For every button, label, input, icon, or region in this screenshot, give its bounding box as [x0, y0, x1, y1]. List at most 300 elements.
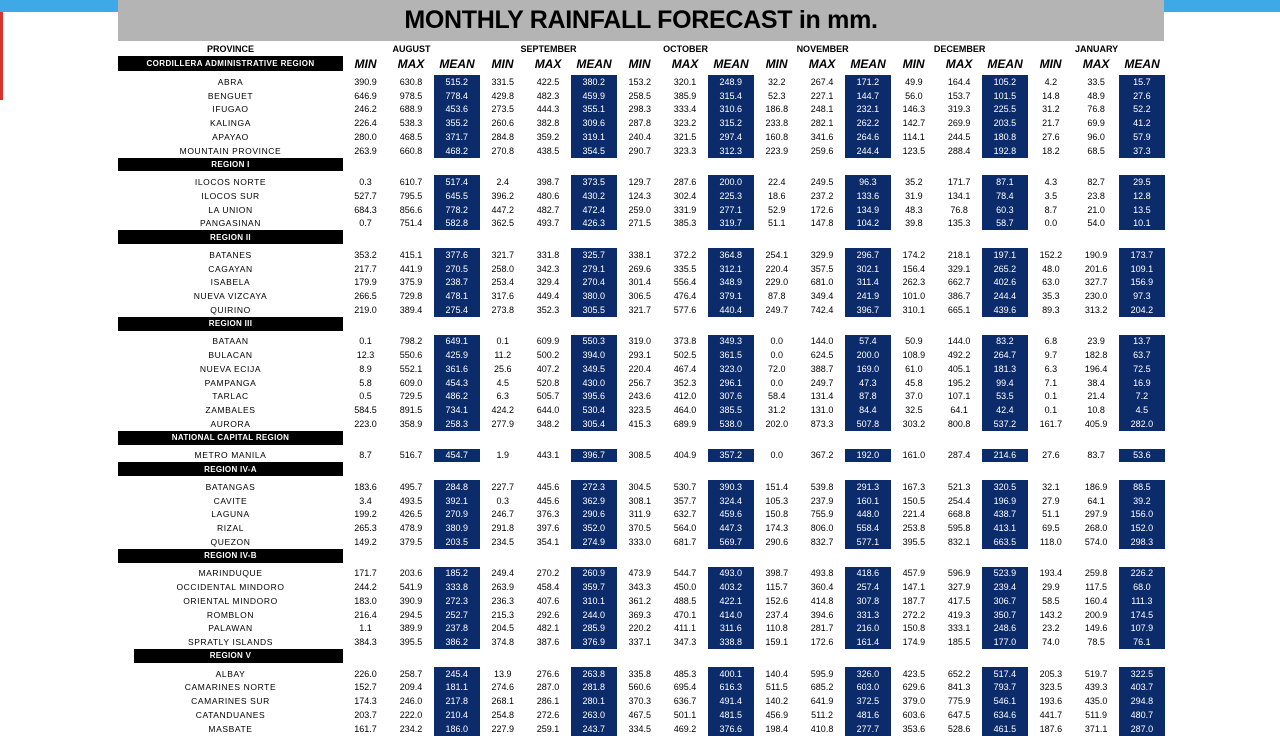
max-cell: 190.9	[1084, 249, 1108, 260]
mean-cell: 96.3	[845, 175, 891, 189]
mean-cell: 371.7	[434, 130, 480, 144]
mean-cell: 60.3	[982, 203, 1028, 217]
min-cell: 337.1	[628, 637, 652, 648]
mean-cell: 307.6	[708, 390, 754, 404]
max-cell: 610.7	[399, 177, 423, 188]
province-name: ILOCOS NORTE	[194, 177, 267, 188]
mean-cell: 355.1	[571, 103, 617, 117]
mean-cell: 200.0	[708, 175, 754, 189]
min-cell: 49.9	[905, 76, 923, 87]
table-row	[118, 494, 1165, 508]
min-cell: 150.8	[765, 509, 789, 520]
min-cell: 220.4	[765, 263, 789, 274]
min-cell: 12.3	[356, 350, 375, 361]
min-cell: 233.8	[765, 118, 789, 129]
mean-cell: 245.4	[434, 667, 480, 681]
min-cell: 457.9	[902, 568, 926, 579]
max-cell: 641.9	[810, 696, 834, 707]
max-cell: 348.2	[536, 418, 560, 429]
min-cell: 262.3	[902, 277, 926, 288]
mean-cell: 394.0	[571, 348, 617, 362]
min-cell: 39.8	[905, 218, 923, 229]
max-cell: 222.0	[399, 709, 423, 720]
min-cell: 8.7	[1044, 204, 1058, 215]
min-cell: 227.7	[491, 481, 515, 492]
province-name: CATANDUANES	[195, 709, 266, 720]
max-cell: 259.1	[536, 723, 560, 734]
mean-cell: 42.4	[982, 403, 1028, 417]
min-cell: 343.3	[628, 582, 652, 593]
max-cell: 288.4	[947, 145, 971, 156]
max-cell: 389.4	[399, 304, 423, 315]
region-row-blank	[343, 158, 1165, 172]
min-cell: 115.7	[765, 582, 788, 593]
table-row	[118, 303, 1165, 317]
max-cell: 131.0	[810, 405, 834, 416]
mean-cell: 109.1	[1119, 262, 1165, 276]
min-cell: 361.2	[628, 595, 652, 606]
min-cell: 74.0	[1042, 637, 1060, 648]
max-cell: 660.8	[399, 145, 423, 156]
mean-cell: 550.3	[571, 335, 617, 349]
mean-cell: 453.6	[434, 103, 480, 117]
month-header: NOVEMBER	[796, 44, 849, 54]
table-row	[118, 608, 1165, 622]
mean-cell: 87.1	[982, 175, 1028, 189]
min-cell: 215.3	[491, 609, 515, 620]
max-cell: 376.3	[536, 509, 560, 520]
min-cell: 1.9	[496, 450, 510, 461]
max-cell: 520.8	[536, 377, 560, 388]
max-cell: 469.2	[673, 723, 697, 734]
max-cell: 153.7	[947, 90, 971, 101]
min-cell: 51.1	[1042, 509, 1060, 520]
min-cell: 243.6	[628, 391, 652, 402]
max-cell: 464.0	[673, 405, 697, 416]
max-cell: 195.2	[947, 377, 971, 388]
max-cell: 258.7	[399, 668, 423, 679]
mean-cell: 111.3	[1119, 594, 1165, 608]
mean-cell: 10.1	[1119, 217, 1165, 231]
max-cell: 550.6	[399, 350, 423, 361]
min-cell: 174.9	[902, 637, 926, 648]
min-cell: 311.9	[628, 509, 651, 520]
mean-cell: 338.8	[708, 635, 754, 649]
min-cell: 229.0	[765, 277, 789, 288]
min-cell: 293.1	[628, 350, 652, 361]
province-name: NUEVA VIZCAYA	[193, 291, 268, 302]
mean-cell: 355.2	[434, 116, 480, 130]
mean-cell: 333.8	[434, 580, 480, 594]
table-row	[118, 694, 1165, 708]
stat-header: MEAN	[439, 56, 475, 71]
max-cell: 96.0	[1087, 131, 1105, 142]
mean-cell: 491.4	[708, 694, 754, 708]
mean-cell: 29.5	[1119, 175, 1165, 189]
mean-cell: 634.6	[982, 708, 1028, 722]
mean-cell: 13.7	[1119, 335, 1165, 349]
min-cell: 63.0	[1042, 277, 1060, 288]
max-cell: 695.4	[673, 682, 697, 693]
mean-cell: 426.3	[571, 217, 617, 231]
mean-cell: 290.6	[571, 508, 617, 522]
month-header: JANUARY	[1075, 44, 1119, 54]
max-cell: 23.9	[1087, 336, 1105, 347]
max-cell: 186.9	[1084, 481, 1108, 492]
max-cell: 806.0	[810, 523, 834, 534]
min-cell: 249.4	[491, 568, 515, 579]
max-cell: 185.5	[947, 637, 971, 648]
mean-cell: 263.8	[571, 667, 617, 681]
mean-cell: 282.0	[1119, 417, 1165, 431]
province-name: TARLAC	[212, 391, 249, 402]
mean-cell: 312.1	[708, 262, 754, 276]
max-cell: 729.5	[399, 391, 423, 402]
mean-cell: 294.8	[1119, 694, 1165, 708]
table-row	[118, 362, 1165, 376]
min-cell: 143.2	[1039, 609, 1063, 620]
min-cell: 353.6	[902, 723, 926, 734]
province-name: MOUNTAIN PROVINCE	[179, 145, 282, 156]
min-cell: 369.3	[628, 609, 652, 620]
mean-cell: 107.9	[1119, 622, 1165, 636]
page-title: MONTHLY RAINFALL FORECAST in mm.	[404, 6, 878, 34]
region-label: REGION V	[118, 649, 343, 663]
min-cell: 304.5	[628, 481, 652, 492]
mean-cell: 311.4	[845, 276, 891, 290]
mean-cell: 645.5	[434, 189, 480, 203]
max-cell: 495.7	[399, 481, 423, 492]
mean-cell: 280.1	[571, 694, 617, 708]
mean-cell: 16.9	[1119, 376, 1165, 390]
min-cell: 246.2	[354, 104, 377, 115]
min-cell: 246.7	[491, 509, 515, 520]
max-cell: 209.4	[399, 682, 423, 693]
max-cell: 502.5	[673, 350, 697, 361]
province-name: KALINGA	[209, 118, 252, 129]
max-cell: 632.7	[673, 509, 697, 520]
mean-cell: 530.4	[571, 403, 617, 417]
min-cell: 6.3	[1044, 363, 1058, 374]
mean-cell: 47.3	[845, 376, 891, 390]
min-cell: 140.4	[765, 668, 789, 679]
mean-cell: 52.2	[1119, 103, 1165, 117]
max-cell: 519.7	[1084, 668, 1108, 679]
max-cell: 412.0	[673, 391, 697, 402]
min-cell: 167.3	[902, 481, 926, 492]
max-cell: 511.9	[1085, 709, 1108, 720]
min-cell: 22.4	[768, 177, 786, 188]
min-cell: 31.9	[905, 190, 923, 201]
stat-header: MEAN	[850, 56, 886, 71]
max-cell: 302.4	[673, 190, 697, 201]
max-cell: 313.2	[1084, 304, 1108, 315]
province-name: CAGAYAN	[208, 263, 253, 274]
mean-cell: 63.7	[1119, 348, 1165, 362]
max-cell: 742.4	[810, 304, 834, 315]
min-cell: 9.7	[1044, 350, 1058, 361]
mean-cell: 546.1	[982, 694, 1028, 708]
dost-logo-area	[14, 640, 134, 720]
min-cell: 18.6	[768, 190, 786, 201]
max-cell: 335.5	[673, 263, 697, 274]
min-cell: 441.7	[1039, 709, 1063, 720]
mean-cell: 291.3	[845, 480, 891, 494]
min-cell: 3.4	[359, 495, 372, 506]
mean-cell: 422.1	[708, 594, 754, 608]
mean-cell: 372.5	[845, 694, 891, 708]
min-cell: 105.3	[765, 495, 789, 506]
region-header-row	[118, 462, 1165, 476]
min-cell: 61.0	[905, 363, 923, 374]
table-row	[118, 130, 1165, 144]
province-name: ROMBLON	[206, 609, 255, 620]
max-cell: 574.0	[1084, 536, 1108, 547]
min-cell: 291.8	[491, 523, 515, 534]
mean-cell: 440.4	[708, 303, 754, 317]
min-cell: 272.2	[902, 609, 926, 620]
min-cell: 253.4	[491, 277, 515, 288]
max-cell: 359.2	[536, 131, 560, 142]
mean-cell: 204.2	[1119, 303, 1165, 317]
mean-cell: 400.1	[708, 667, 754, 681]
max-cell: 445.6	[536, 495, 560, 506]
max-cell: 415.1	[399, 249, 423, 260]
mean-cell: 274.9	[571, 535, 617, 549]
mean-cell: 472.4	[571, 203, 617, 217]
red-accent-line	[0, 12, 3, 100]
mean-cell: 310.6	[708, 103, 754, 117]
stat-header: MEAN	[576, 56, 612, 71]
min-cell: 152.2	[1039, 249, 1063, 260]
max-cell: 172.6	[810, 637, 834, 648]
mean-cell: 88.5	[1119, 480, 1165, 494]
mean-cell: 237.8	[434, 622, 480, 636]
min-cell: 447.2	[491, 204, 515, 215]
max-cell: 270.2	[536, 568, 560, 579]
max-cell: 596.9	[947, 568, 971, 579]
mean-cell: 307.8	[845, 594, 891, 608]
table-row	[118, 175, 1165, 189]
mean-cell: 454.7	[434, 449, 480, 463]
province-name: CAVITE	[213, 495, 248, 506]
max-cell: 609.0	[399, 377, 423, 388]
max-cell: 630.8	[399, 76, 423, 87]
min-cell: 101.0	[902, 291, 926, 302]
min-cell: 25.6	[494, 363, 512, 374]
min-cell: 321.7	[491, 249, 515, 260]
mean-cell: 478.1	[434, 289, 480, 303]
table-row	[118, 217, 1165, 231]
min-cell: 269.6	[628, 263, 652, 274]
table-row	[118, 480, 1165, 494]
mean-cell: 216.0	[845, 622, 891, 636]
min-cell: 193.6	[1039, 696, 1063, 707]
stat-header: MAX	[534, 56, 562, 71]
max-cell: 373.8	[673, 336, 697, 347]
mean-cell: 239.4	[982, 580, 1028, 594]
min-cell: 303.2	[902, 418, 926, 429]
mean-cell: 418.6	[845, 567, 891, 581]
max-cell: 237.2	[810, 190, 834, 201]
max-cell: 493.8	[810, 568, 834, 579]
mean-cell: 72.5	[1119, 362, 1165, 376]
min-cell: 52.9	[768, 204, 786, 215]
min-cell: 287.8	[628, 118, 652, 129]
month-header-row	[118, 42, 1165, 56]
mean-cell: 78.4	[982, 189, 1028, 203]
min-cell: 277.9	[491, 418, 515, 429]
min-cell: 234.5	[491, 536, 515, 547]
mean-cell: 197.1	[982, 248, 1028, 262]
mean-cell: 459.9	[571, 89, 617, 103]
min-cell: 0.5	[359, 391, 372, 402]
max-cell: 76.8	[1087, 104, 1105, 115]
mean-cell: 272.3	[434, 594, 480, 608]
stat-header: MEAN	[713, 56, 749, 71]
max-cell: 333.4	[673, 104, 697, 115]
mean-cell: 373.5	[571, 175, 617, 189]
min-cell: 321.7	[628, 304, 652, 315]
max-cell: 287.6	[673, 177, 697, 188]
mean-cell: 258.3	[434, 417, 480, 431]
max-cell: 352.3	[673, 377, 697, 388]
min-cell: 2.4	[496, 177, 510, 188]
min-cell: 220.4	[628, 363, 652, 374]
mean-cell: 171.2	[845, 75, 891, 89]
mean-cell: 37.3	[1119, 144, 1165, 158]
max-cell: 390.9	[399, 595, 423, 606]
max-cell: 196.4	[1084, 363, 1108, 374]
min-cell: 259.0	[628, 204, 652, 215]
mean-cell: 181.3	[982, 362, 1028, 376]
mean-cell: 260.9	[571, 567, 617, 581]
region-row-blank	[343, 317, 1165, 331]
mean-cell: 616.3	[708, 681, 754, 695]
min-cell: 456.9	[765, 709, 789, 720]
max-cell: 342.3	[536, 263, 560, 274]
max-cell: 564.0	[673, 523, 697, 534]
min-cell: 7.1	[1044, 377, 1058, 388]
mean-cell: 376.6	[708, 722, 754, 736]
province-header: PROVINCE	[206, 44, 254, 54]
max-cell: 449.4	[536, 291, 560, 302]
max-cell: 493.5	[399, 495, 423, 506]
min-cell: 27.6	[1042, 450, 1060, 461]
max-cell: 470.1	[673, 609, 697, 620]
min-cell: 50.9	[905, 336, 923, 347]
max-cell: 320.1	[673, 76, 697, 87]
mean-cell: 350.7	[982, 608, 1028, 622]
mean-cell: 263.0	[571, 708, 617, 722]
mean-cell: 270.4	[571, 276, 617, 290]
min-cell: 147.1	[902, 582, 926, 593]
mean-cell: 83.2	[982, 335, 1028, 349]
mean-cell: 277.7	[845, 722, 891, 736]
min-cell: 236.3	[491, 595, 515, 606]
region-header-row	[118, 649, 1165, 663]
mean-cell: 309.6	[571, 116, 617, 130]
max-cell: 23.8	[1087, 190, 1105, 201]
province-name: IFUGAO	[212, 104, 249, 115]
table-row	[118, 449, 1165, 463]
min-cell: 284.8	[491, 131, 515, 142]
mean-cell: 257.4	[845, 580, 891, 594]
max-cell: 234.2	[399, 723, 423, 734]
min-cell: 87.8	[768, 291, 786, 302]
province-name: ABRA	[217, 76, 244, 87]
max-cell: 505.7	[536, 391, 560, 402]
max-cell: 450.0	[673, 582, 697, 593]
region-row-blank	[343, 649, 1165, 663]
max-cell: 172.6	[810, 204, 834, 215]
min-cell: 237.4	[765, 609, 789, 620]
max-cell: 407.2	[536, 363, 560, 374]
min-cell: 0.1	[359, 336, 372, 347]
min-cell: 4.2	[1044, 76, 1058, 87]
mean-cell: 277.1	[708, 203, 754, 217]
min-cell: 21.7	[1042, 118, 1060, 129]
min-cell: 4.3	[1044, 177, 1058, 188]
max-cell: 144.0	[810, 336, 834, 347]
min-cell: 118.0	[1039, 536, 1062, 547]
mean-cell: 461.5	[982, 722, 1028, 736]
max-cell: 389.9	[399, 623, 423, 634]
table-row	[118, 144, 1165, 158]
min-cell: 290.7	[628, 145, 652, 156]
mean-cell: 203.5	[982, 116, 1028, 130]
max-cell: 349.4	[810, 291, 834, 302]
mean-cell: 302.1	[845, 262, 891, 276]
mean-cell: 425.9	[434, 348, 480, 362]
province-name: QUEZON	[210, 536, 251, 547]
max-cell: 438.5	[536, 145, 560, 156]
mean-cell: 396.7	[571, 449, 617, 463]
mean-cell: 352.0	[571, 521, 617, 535]
mean-cell: 390.3	[708, 480, 754, 494]
mean-cell: 793.7	[982, 681, 1028, 695]
province-name: PANGASINAN	[199, 218, 262, 229]
max-cell: 331.8	[536, 249, 560, 260]
max-cell: 68.5	[1087, 145, 1105, 156]
stat-header: MAX	[397, 56, 425, 71]
mean-cell: 196.9	[982, 494, 1028, 508]
min-cell: 13.9	[494, 668, 512, 679]
region-label: REGION I	[118, 158, 343, 172]
mean-cell: 324.4	[708, 494, 754, 508]
top-accent-bar-right	[1164, 0, 1280, 12]
max-cell: 329.9	[810, 249, 834, 260]
min-cell: 263.9	[354, 145, 377, 156]
max-cell: 327.9	[947, 582, 971, 593]
mean-cell: 238.7	[434, 276, 480, 290]
mean-cell: 517.4	[982, 667, 1028, 681]
mean-cell: 133.6	[845, 189, 891, 203]
month-header: SEPTEMBER	[520, 44, 577, 54]
month-header: OCTOBER	[663, 44, 708, 54]
mean-cell: 7.2	[1119, 390, 1165, 404]
min-cell: 244.2	[354, 582, 377, 593]
max-cell: 272.6	[536, 709, 560, 720]
mean-cell: 364.8	[708, 248, 754, 262]
max-cell: 482.1	[536, 623, 560, 634]
max-cell: 321.5	[673, 131, 697, 142]
min-cell: 58.4	[768, 391, 786, 402]
max-cell: 327.7	[1084, 277, 1108, 288]
province-name: NUEVA ECIJA	[199, 363, 262, 374]
min-cell: 186.8	[765, 104, 789, 115]
mean-cell: 361.6	[434, 362, 480, 376]
